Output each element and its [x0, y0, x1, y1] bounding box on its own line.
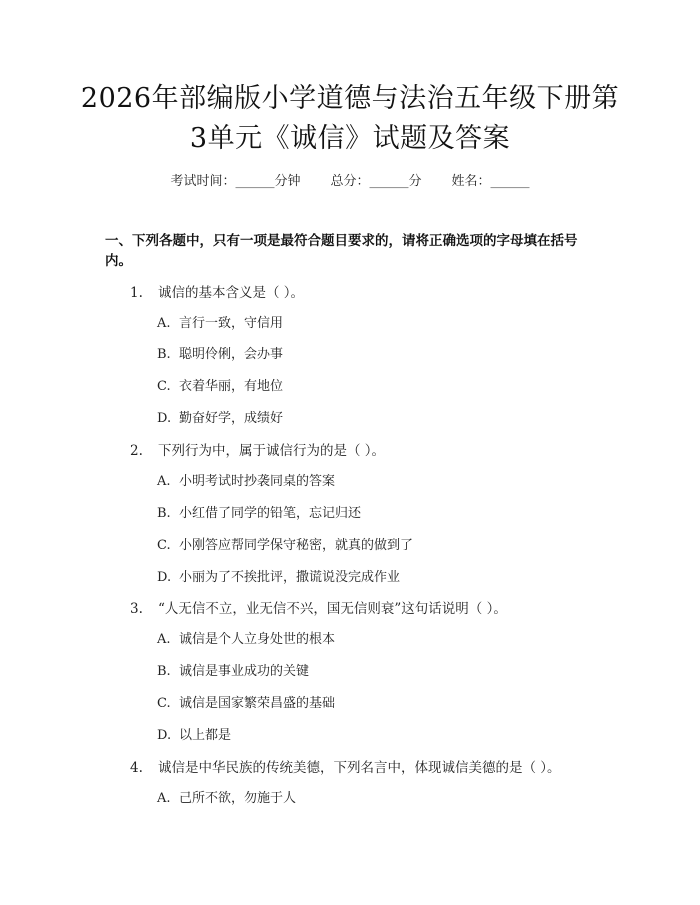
question-text: 下列行为中，属于诚信行为的是（ ）。	[158, 443, 386, 459]
option-letter: A.	[157, 316, 171, 331]
option-letter: A.	[157, 474, 171, 489]
question-number: 1.	[130, 285, 143, 301]
option-letter: B.	[157, 664, 171, 679]
question-1-option-d	[157, 409, 283, 429]
option-letter: A.	[157, 791, 171, 806]
option-text: 诚信是国家繁荣昌盛的基础	[179, 696, 336, 711]
question-3-option-c	[157, 694, 335, 714]
option-letter: B.	[157, 347, 171, 362]
question-3-option-b	[157, 662, 309, 682]
question-text: “人无信不立，业无信不兴，国无信则衰”这句话说明（ ）。	[158, 601, 507, 617]
option-text: 小刚答应帮同学保守秘密，就真的做到了	[179, 538, 414, 553]
question-1-option-b	[157, 345, 283, 365]
option-letter: D.	[157, 728, 172, 743]
option-text: 以上都是	[179, 728, 232, 743]
question-2	[130, 441, 385, 461]
question-number: 4.	[130, 760, 143, 776]
question-2-option-b	[157, 504, 361, 524]
option-text: 勤奋好学，成绩好	[179, 411, 284, 426]
question-number: 2.	[130, 443, 143, 459]
option-text: 己所不欲，勿施于人	[179, 791, 297, 806]
document-title-line-1: 2026年部编版小学道德与法治五年级下册第	[80, 83, 620, 114]
option-letter: B.	[157, 506, 171, 521]
option-text: 小红借了同学的铅笔，忘记归还	[179, 506, 362, 521]
option-letter: D.	[157, 411, 172, 426]
question-2-option-c	[157, 536, 413, 556]
option-text: 诚信是个人立身处世的根本	[179, 632, 336, 647]
question-2-option-a	[157, 472, 335, 492]
option-letter: C.	[157, 696, 171, 711]
total-score-field: 总分：______分	[330, 174, 422, 189]
option-letter: D.	[157, 570, 172, 585]
exam-meta-line	[0, 170, 700, 189]
option-text: 衣着华丽，有地位	[179, 379, 284, 394]
question-2-option-d	[157, 568, 400, 588]
question-3	[130, 599, 507, 619]
option-text: 聪明伶俐，会办事	[179, 347, 284, 362]
option-letter: C.	[157, 538, 171, 553]
question-1	[130, 283, 304, 303]
question-3-option-a	[157, 630, 335, 650]
document-title-line-2: 3单元《诚信》试题及答案	[189, 123, 511, 154]
question-1-option-a	[157, 314, 283, 334]
option-text: 小丽为了不挨批评，撒谎说没完成作业	[179, 570, 401, 585]
question-1-option-c	[157, 377, 283, 397]
option-text: 小明考试时抄袭同桌的答案	[179, 474, 336, 489]
question-text: 诚信是中华民族的传统美德，下列名言中，体现诚信美德的是（ ）。	[158, 760, 561, 776]
option-text: 诚信是事业成功的关键	[179, 664, 310, 679]
question-3-option-d	[157, 726, 231, 746]
question-number: 3.	[130, 601, 143, 617]
option-letter: C.	[157, 379, 171, 394]
section-heading-line-2: 内。	[105, 253, 132, 269]
option-letter: A.	[157, 632, 171, 647]
student-name-field: 姓名：______	[451, 174, 530, 189]
question-4-option-a	[157, 789, 296, 809]
question-4	[130, 758, 561, 778]
section-heading-line-1: 一、下列各题中，只有一项是最符合题目要求的，请将正确选项的字母填在括号	[105, 233, 578, 249]
option-text: 言行一致，守信用	[179, 316, 284, 331]
question-text: 诚信的基本含义是（ ）。	[158, 285, 305, 301]
exam-time-field: 考试时间：______分钟	[170, 174, 301, 189]
